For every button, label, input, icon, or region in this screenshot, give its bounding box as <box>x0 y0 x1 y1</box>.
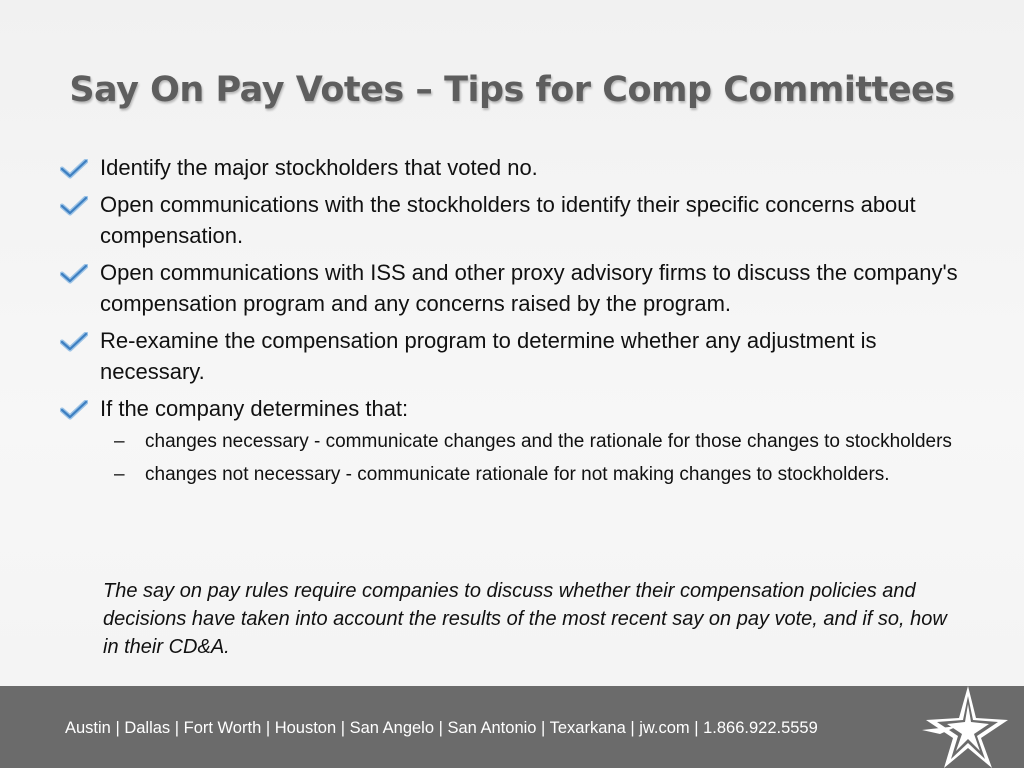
dash-marker: – <box>114 464 125 485</box>
sub-bullet-text: changes necessary - communicate changes and the rationale for those changes to stockholders <box>145 431 952 452</box>
slide-title: Say On Pay Votes – Tips for Comp Committees <box>69 70 955 110</box>
sub-bullet-list <box>100 428 960 488</box>
bullet-text: Identify the major stockholders that voted no. <box>100 155 538 180</box>
bullet-text: If the company determines that: <box>100 396 409 421</box>
bullet-text: Open communications with the stockholders to identify their specific concerns about compensation. <box>100 192 916 248</box>
sub-bullet-item <box>100 428 960 455</box>
footer-locations: Austin | Dallas | Fort Worth | Houston | San Angelo | San Antonio | Texarkana | jw.com | 1.866.922.5559 <box>65 719 818 737</box>
star-logo-icon <box>918 686 1010 768</box>
bullet-item <box>60 393 960 488</box>
italic-note: The say on pay rules require companies to discuss whether their compensation policies and decisions have taken into account the results of the most recent say on pay vote, and if so, how in their CD&A. <box>103 580 947 658</box>
footer-bar <box>0 686 1024 768</box>
bullet-text: Open communications with ISS and other proxy advisory firms to discuss the company's compensation program and any concerns raised by the program. <box>100 260 958 316</box>
checkmark-icon <box>60 196 88 216</box>
dash-marker: – <box>114 431 125 452</box>
checkmark-icon <box>60 400 88 420</box>
checkmark-icon <box>60 159 88 179</box>
bullet-item <box>60 152 960 183</box>
bullet-list <box>60 152 960 494</box>
bullet-item <box>60 257 960 319</box>
sub-bullet-item <box>100 461 960 488</box>
bullet-item <box>60 189 960 251</box>
checkmark-icon <box>60 332 88 352</box>
bullet-item <box>60 325 960 387</box>
bullet-text: Re-examine the compensation program to determine whether any adjustment is necessary. <box>100 328 877 384</box>
checkmark-icon <box>60 264 88 284</box>
sub-bullet-text: changes not necessary - communicate rationale for not making changes to stockholders. <box>145 464 890 485</box>
